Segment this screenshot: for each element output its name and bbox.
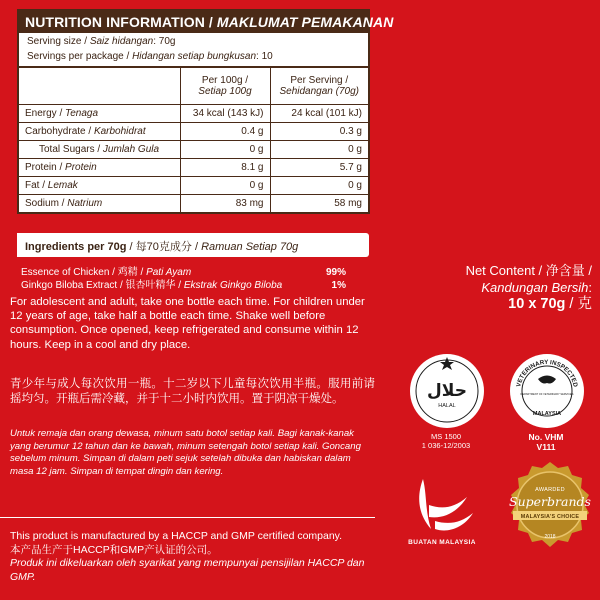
directions-en: For adolescent and adult, take one bottle each time. For children under 12 years of age, take half a bottle each time. Shake well before consumption. Once opened, keep refrigerated and consume within 12 hours. Keep in a cool and dry place.: [10, 296, 365, 351]
svg-text:حلال: حلال: [427, 381, 467, 401]
nutrient-name: Protein / Protein: [19, 158, 180, 176]
nutrient-per100: 0 g: [180, 176, 270, 194]
ingredient-percent: 99%: [325, 267, 346, 278]
veterinary-inspected-icon: [508, 352, 586, 430]
svg-text:HALAL: HALAL: [438, 403, 456, 409]
table-row: [19, 158, 368, 176]
nutrient-perserving: 5.7 g: [270, 158, 368, 176]
vhm-caption: [500, 432, 592, 452]
superbrands-ribbon: MALAYSIA'S CHOICE: [520, 514, 580, 520]
svg-text:DEPARTMENT OF VETERINARY SERVI: DEPARTMENT OF VETERINARY SERVICES: [520, 393, 574, 396]
halal-logo-icon: [408, 352, 486, 430]
perserving-header-ms: Sehidangan (70g): [279, 85, 359, 97]
vhm-number-label: No. VHM: [528, 432, 564, 442]
buatan-malaysia-icon: [405, 475, 480, 537]
directions-zh: 青少年与成人每次饮用一瓶。十二岁以下儿童每次饮用半瓶。服用前请摇均匀。开瓶后需冷藏，并于十二小时内饮用。置于阴凉干燥处。: [10, 378, 375, 405]
halal-ref: 1 036-12/2003: [421, 441, 471, 450]
servings-pkg-value: : 10: [256, 51, 273, 62]
serving-size-ms: Saiz hidangan: [89, 36, 154, 47]
haccp-zh: 本产品生产于HACCP和GMP产认证的公司。: [10, 543, 218, 556]
nutrient-per100: 83 mg: [180, 194, 270, 212]
nutrition-title-en: NUTRITION INFORMATION /: [25, 14, 217, 30]
per100-header-en: Per 100g /: [201, 74, 249, 86]
nutrient-col-header: [19, 68, 180, 104]
serving-info: [19, 33, 368, 68]
nutrition-title: [19, 11, 394, 33]
nutrient-per100: 8.1 g: [180, 158, 270, 176]
per100-col-header: [180, 68, 270, 104]
nutrient-perserving: 0 g: [270, 140, 368, 158]
ingredients-header-ms: Ramuan Setiap 70g: [201, 241, 299, 253]
perserving-col-header: [270, 68, 368, 104]
ingredients-list: [21, 266, 346, 292]
table-row: [19, 194, 368, 212]
vhm-number: V111: [536, 442, 556, 452]
buatan-malaysia-label: BUATAN MALAYSIA: [408, 539, 476, 546]
per100-header-ms: Setiap 100g: [198, 85, 252, 97]
nutrient-per100: 0 g: [180, 140, 270, 158]
halal-ms-code: MS 1500: [430, 432, 462, 441]
haccp-en: This product is manufactured by a HACCP and GMP certified company.: [10, 530, 343, 542]
net-content-label: Net Content / 净含量 /: [465, 263, 592, 278]
nutrient-name: Energy / Tenaga: [19, 104, 180, 122]
nutrient-name: Sodium / Natrium: [19, 194, 180, 212]
nutrition-table: [19, 68, 368, 212]
svg-text:MALAYSIA: MALAYSIA: [532, 411, 562, 417]
ingredients-header: [17, 233, 369, 257]
net-content-label-ms: Kandungan Bersih:: [481, 280, 592, 295]
ingredient-percent: 1%: [331, 280, 346, 291]
ingredient-name: Ginkgo Biloba Extract / 银杏叶精华 / Ekstrak Ginkgo Biloba: [21, 280, 283, 291]
servings-pkg-ms: Hidangan setiap bungkusan: [132, 51, 257, 62]
superbrands-year: 2018: [544, 534, 556, 540]
nutrient-per100: 0.4 g: [180, 122, 270, 140]
nutrition-title-ms: MAKLUMAT PEMAKANAN: [216, 14, 394, 30]
divider: [0, 517, 375, 518]
nutrition-header-row: [19, 68, 368, 104]
perserving-header-en: Per Serving /: [290, 74, 349, 86]
serving-size: [19, 33, 368, 48]
servings-per-package: [19, 48, 368, 63]
nutrient-perserving: 24 kcal (101 kJ): [270, 104, 368, 122]
haccp-statement: [10, 530, 380, 584]
net-content-quantity: 10 x 70g / 克: [508, 296, 592, 312]
nutrient-name: Total Sugars / Jumlah Gula: [19, 140, 180, 158]
list-item: [21, 266, 346, 279]
serving-size-value: : 70g: [153, 36, 176, 47]
nutrient-perserving: 0 g: [270, 176, 368, 194]
table-row: [19, 122, 368, 140]
table-row: [19, 104, 368, 122]
ingredients-header-zh: / 每70克成分 /: [126, 241, 202, 253]
directions-ms: Untuk remaja dan orang dewasa, minum satu botol setiap kali. Bagi kanak-kanak yang berumur 12 tahun dan ke bawah, minum setengah botol setiap kali. Goncang sebelum minum. Simpan di dalam peti sejuk setelah dibuka dan habiskan dalam masa 12 jam. Simpan di tempat dingin dan kering.: [10, 428, 361, 477]
ingredient-name: Essence of Chicken / 鸡精 / Pati Ayam: [21, 267, 192, 278]
svg-text:VETERINARY INSPECTED: VETERINARY INSPECTED: [515, 358, 579, 388]
superbrands-wordmark: Superbrands: [509, 494, 591, 509]
haccp-ms: Produk ini dikeluarkan oleh syarikat yang mempunyai pensijilan HACCP dan GMP.: [10, 557, 365, 583]
ingredients-header-en: Ingredients per 70g: [25, 241, 127, 253]
table-row: [19, 176, 368, 194]
net-content: [380, 262, 592, 313]
halal-caption: [400, 432, 492, 450]
table-row: [19, 140, 368, 158]
nutrient-perserving: 58 mg: [334, 197, 362, 209]
serving-size-en: Serving size /: [27, 36, 90, 47]
nutrition-panel: [17, 9, 394, 214]
superbrands-awarded: AWARDED: [535, 487, 565, 493]
nutrient-per100: 34 kcal (143 kJ): [180, 104, 270, 122]
nutrient-name: Carbohydrate / Karbohidrat: [19, 122, 180, 140]
servings-pkg-en: Servings per package /: [27, 51, 133, 62]
nutrient-name: Fat / Lemak: [19, 176, 180, 194]
nutrient-perserving: 0.3 g: [270, 122, 368, 140]
list-item: [21, 279, 346, 292]
